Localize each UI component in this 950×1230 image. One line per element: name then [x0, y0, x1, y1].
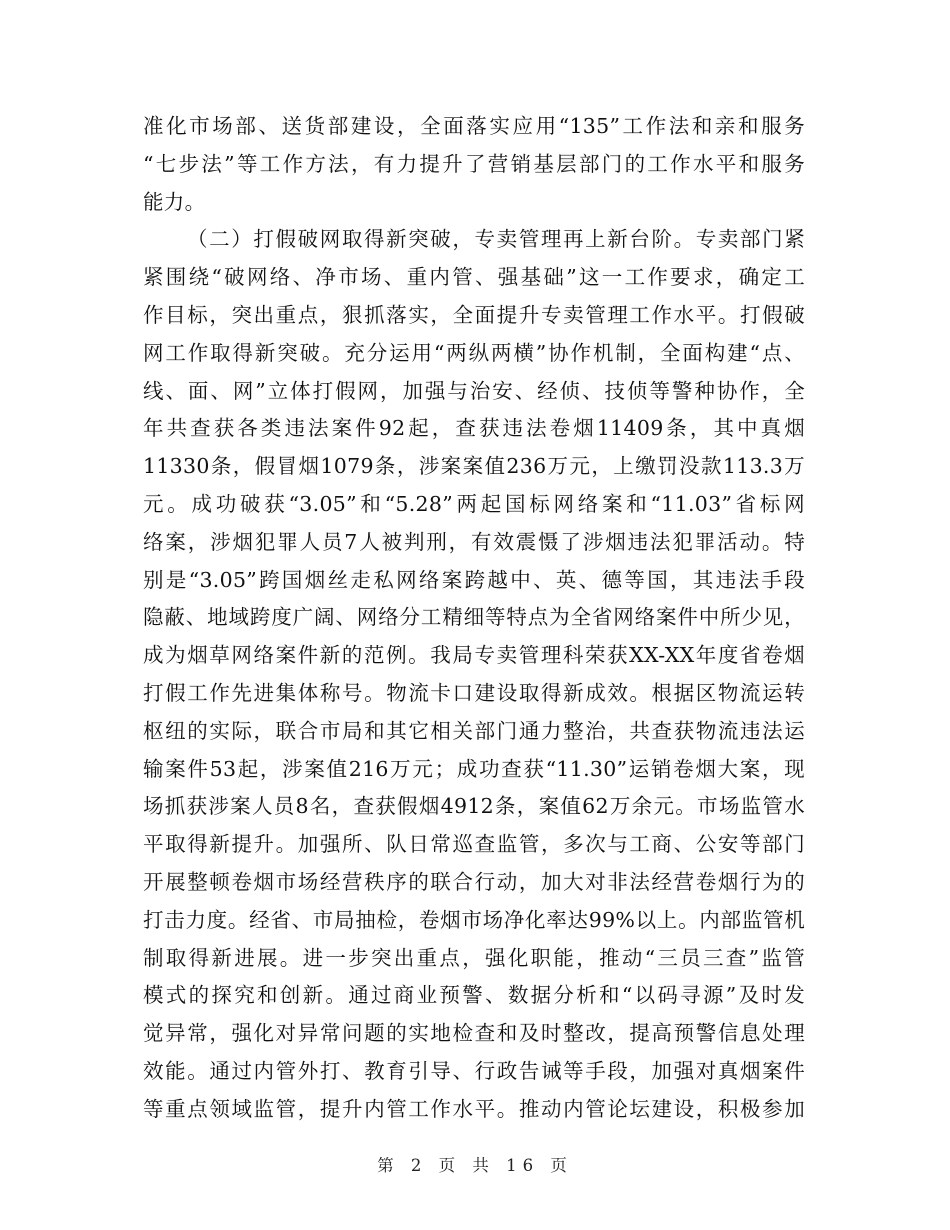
text-line: 模式的探究和创新。通过商业预警、数据分析和“以码寻源”及时发 — [143, 983, 805, 1008]
text-line: 准化市场部、送货部建设，全面落实应用“135”工作法和亲和服务 — [143, 114, 805, 138]
text-line: “七步法”等工作方法，有力提升了营销基层部门的工作水平和服务 — [143, 151, 805, 176]
text-line: 11330条，假冒烟1079条，涉案案值236万元，上缴罚没款113.3万 — [143, 454, 805, 479]
section-heading-line: （二）打假破网取得新突破，专卖管理再上新台阶。专卖部门紧 — [187, 227, 805, 252]
text-line: 元。成功破获“3.05”和“5.28”两起国标网络案和“11.03”省标网 — [143, 491, 805, 516]
page-number-footer: 第 2 页 共 16 页 — [377, 1156, 573, 1175]
text-line: 作目标，突出重点，狠抓落实，全面提升专卖管理工作水平。打假破 — [143, 302, 805, 327]
text-line: 平取得新提升。加强所、队日常巡查监管，多次与工商、公安等部门 — [143, 832, 805, 857]
text-line: 别是“3.05”跨国烟丝走私网络案跨越中、英、德等国，其违法手段 — [143, 567, 805, 592]
text-line: 枢纽的实际，联合市局和其它相关部门通力整治，共查获物流违法运 — [143, 718, 805, 743]
text-line: 络案，涉烟犯罪人员7人被判刑，有效震慑了涉烟违法犯罪活动。特 — [143, 529, 805, 554]
text-line: 紧围绕“破网络、净市场、重内管、强基础”这一工作要求，确定工 — [143, 265, 805, 290]
text-line: 线、面、网”立体打假网，加强与治安、经侦、技侦等警种协作，全 — [143, 378, 805, 403]
text-line: 觉异常，强化对异常问题的实地检查和及时整改，提高预警信息处理 — [143, 1021, 805, 1046]
text-line: 输案件53起，涉案值216万元；成功查获“11.30”运销卷烟大案，现 — [143, 756, 805, 781]
document-body — [143, 108, 805, 1129]
text-line: 隐蔽、地域跨度广阔、网络分工精细等特点为全省网络案件中所少见， — [143, 605, 805, 630]
text-line: 开展整顿卷烟市场经营秩序的联合行动，加大对非法经营卷烟行为的 — [143, 869, 805, 894]
text-line: 能力。 — [143, 189, 206, 214]
text-line: 打击力度。经省、市局抽检，卷烟市场净化率达99%以上。内部监管机 — [143, 907, 805, 932]
text-line: 场抓获涉案人员8名，查获假烟4912条，案值62万余元。市场监管水 — [143, 794, 805, 819]
text-line: 等重点领域监管，提升内管工作水平。推动内管论坛建设，积极参加 — [143, 1096, 805, 1121]
text-line: 打假工作先进集体称号。物流卡口建设取得新成效。根据区物流运转 — [143, 680, 805, 705]
text-line: 网工作取得新突破。充分运用“两纵两横”协作机制，全面构建“点、 — [143, 340, 805, 365]
text-line: 成为烟草网络案件新的范例。我局专卖管理科荣获XX-XX年度省卷烟 — [143, 643, 805, 668]
text-line: 年共查获各类违法案件92起，查获违法卷烟11409条，其中真烟 — [143, 416, 805, 441]
text-line: 制取得新进展。进一步突出重点，强化职能，推动“三员三查”监管 — [143, 945, 805, 970]
text-line: 效能。通过内管外打、教育引导、行政告诫等手段，加强对真烟案件 — [143, 1058, 805, 1083]
